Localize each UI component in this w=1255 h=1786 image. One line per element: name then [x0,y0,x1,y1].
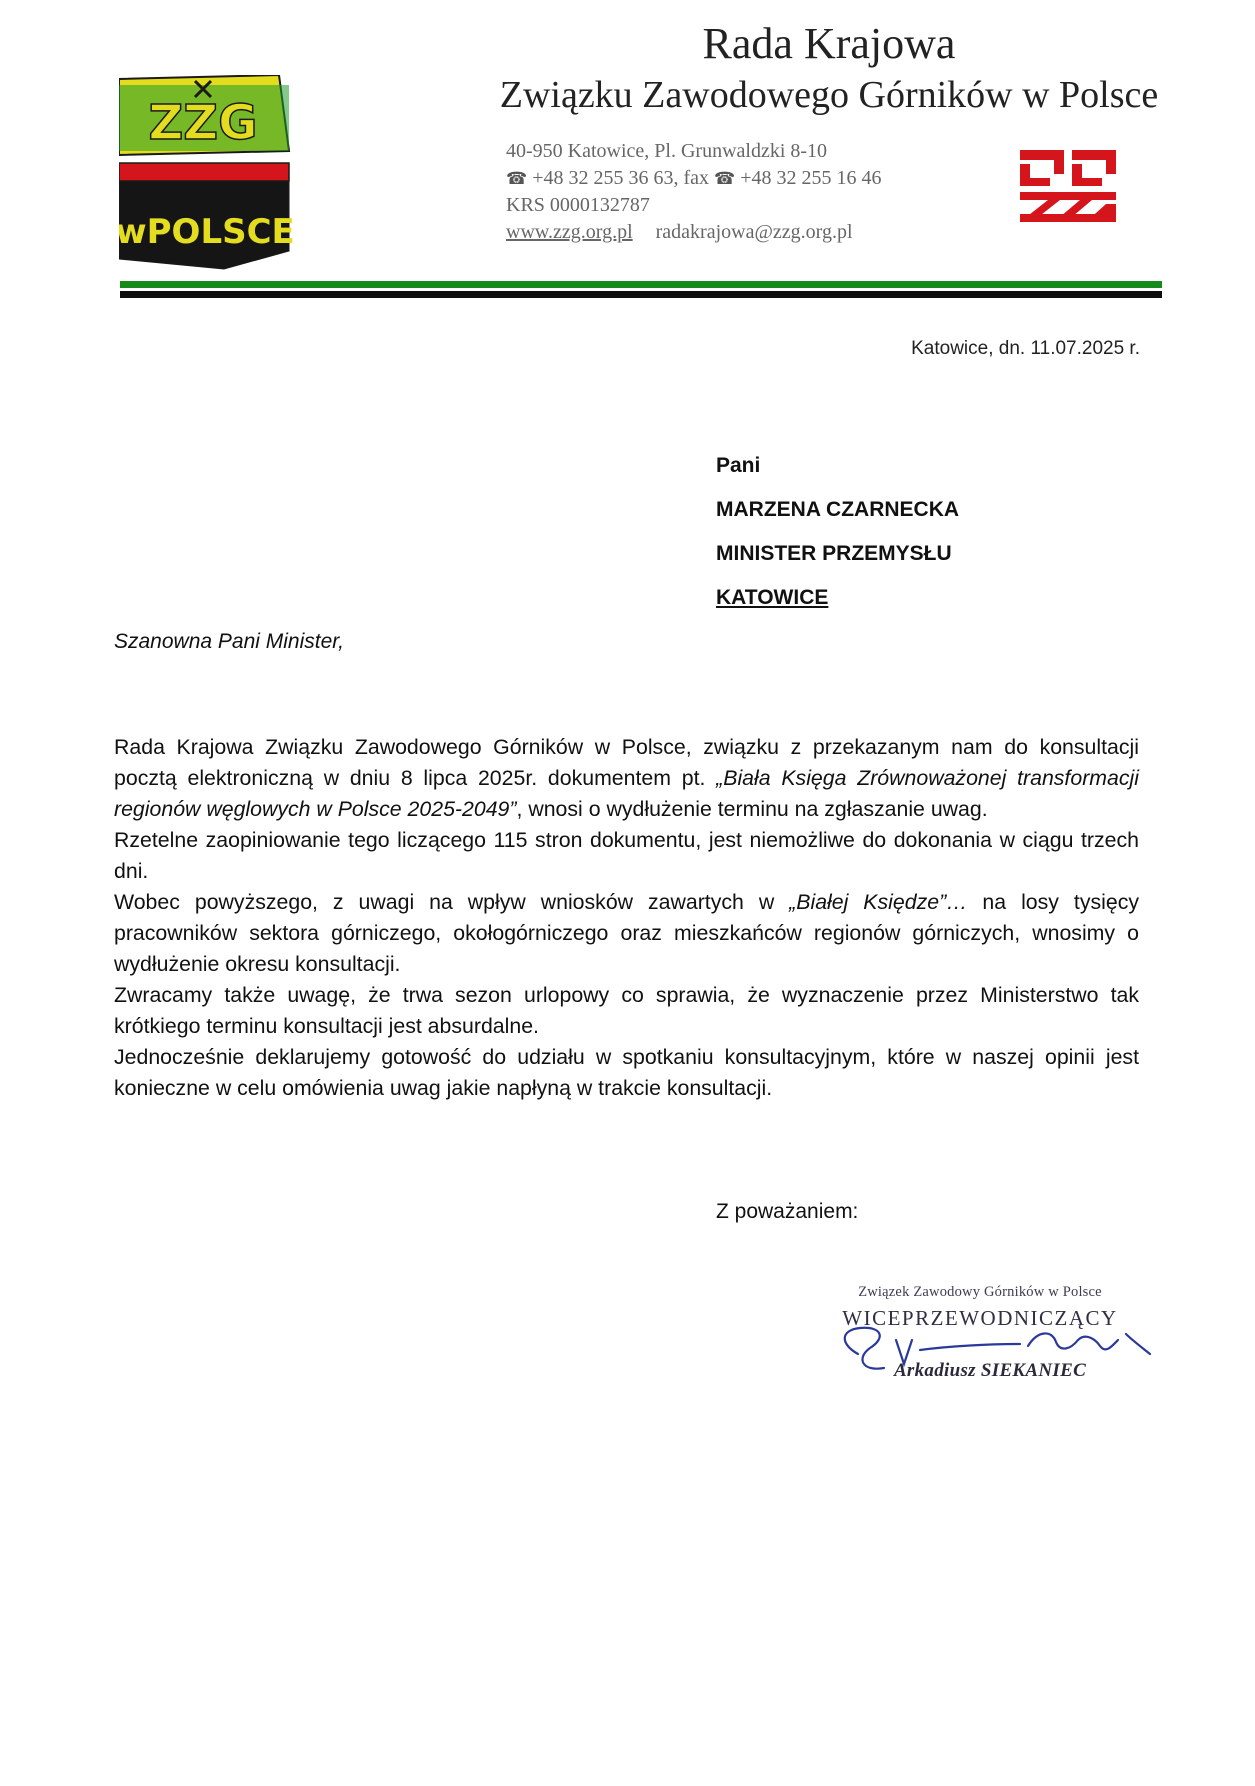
recipient-name: MARZENA CZARNECKA [716,498,960,521]
letter-date: Katowice, dn. 11.07.2025 r. [911,338,1140,359]
paragraph-4: Zwracamy także uwagę, że trwa sezon urlopowy co sprawia, że wyznaczenie przez Ministerstwo tak krótkiego terminu konsultacji jest absurdalne. [114,983,1139,1038]
closing-line: Z poważaniem: [716,1200,859,1223]
recipient-block [716,444,959,620]
krs-number: KRS 0000132787 [506,194,650,216]
paragraph-1: Rada Krajowa Związku Zawodowego Górników w Polsce, związku z przekazanym nam do konsultacji pocztą elektroniczną w dniu 8 lipca 2025r. dokumentem pt. „Biała Księga Zrównoważonej transformacji regionów węglowych w Polsce 2025-2049”, wnosi o wydłużenie terminu na zgłaszanie uwag. [114,735,1139,821]
logo-top-text: ZZG [148,95,258,151]
header-rule-green [120,281,1162,288]
signature-stamp [800,1280,1180,1400]
org-name-line2: Związku Zawodowego Górników w Polsce [499,74,1159,116]
zzg-logo-left [119,75,307,271]
paragraph-2: Rzetelne zaopiniowanie tego liczącego 115 stron dokumentu, jest niemożliwe do dokonania w ciągu trzech dni. [114,828,1139,883]
stamp-role: WICEPRZEWODNICZĄCY [842,1306,1118,1330]
contact-block [506,138,946,245]
web-row [506,219,946,246]
recipient-city: KATOWICE [716,586,829,609]
logo-bottom-text: wPOLSCE [119,212,295,252]
stamp-name: Arkadiusz SIEKANIEC [893,1360,1087,1381]
recipient-title: Pani [716,454,761,477]
salutation: Szanowna Pani Minister, [114,630,344,653]
header-rule-black [120,291,1162,298]
letter-body [114,732,1139,1104]
fax-number: +48 32 255 16 46 [740,166,882,189]
paragraph-5: Jednocześnie deklarujemy gotowość do udziału w spotkaniu konsultacyjnym, które w naszej opinii jest konieczne w celu omówienia uwag jakie napłyną w trakcie konsultacji. [114,1045,1139,1100]
website-link[interactable]: www.zzg.org.pl [506,220,633,243]
recipient-position: MINISTER PRZEMYSŁU [716,542,952,565]
zzg-logo-right [1018,148,1118,224]
stamp-org: Związek Zawodowy Górników w Polsce [858,1284,1102,1300]
fax-icon: ☎ [714,168,736,188]
phone-number: +48 32 255 36 63, fax [532,166,710,189]
handwritten-signature [800,1280,1180,1400]
email-address[interactable]: radakrajowa@zzg.org.pl [655,220,853,243]
org-name-line1: Rada Krajowa [702,19,956,68]
phone-icon: ☎ [506,168,528,188]
paragraph-3: Wobec powyższego, z uwagi na wpływ wniosków zawartych w „Białej Księdze”… na losy tysięcy pracowników sektora górniczego, okołogórniczego oraz mieszkańców regionów górniczych, wnosimy o wydłużenie okresu konsultacji. [114,890,1139,976]
address: 40-950 Katowice, Pl. Grunwaldzki 8-10 [506,140,828,162]
phone-row [506,165,946,193]
